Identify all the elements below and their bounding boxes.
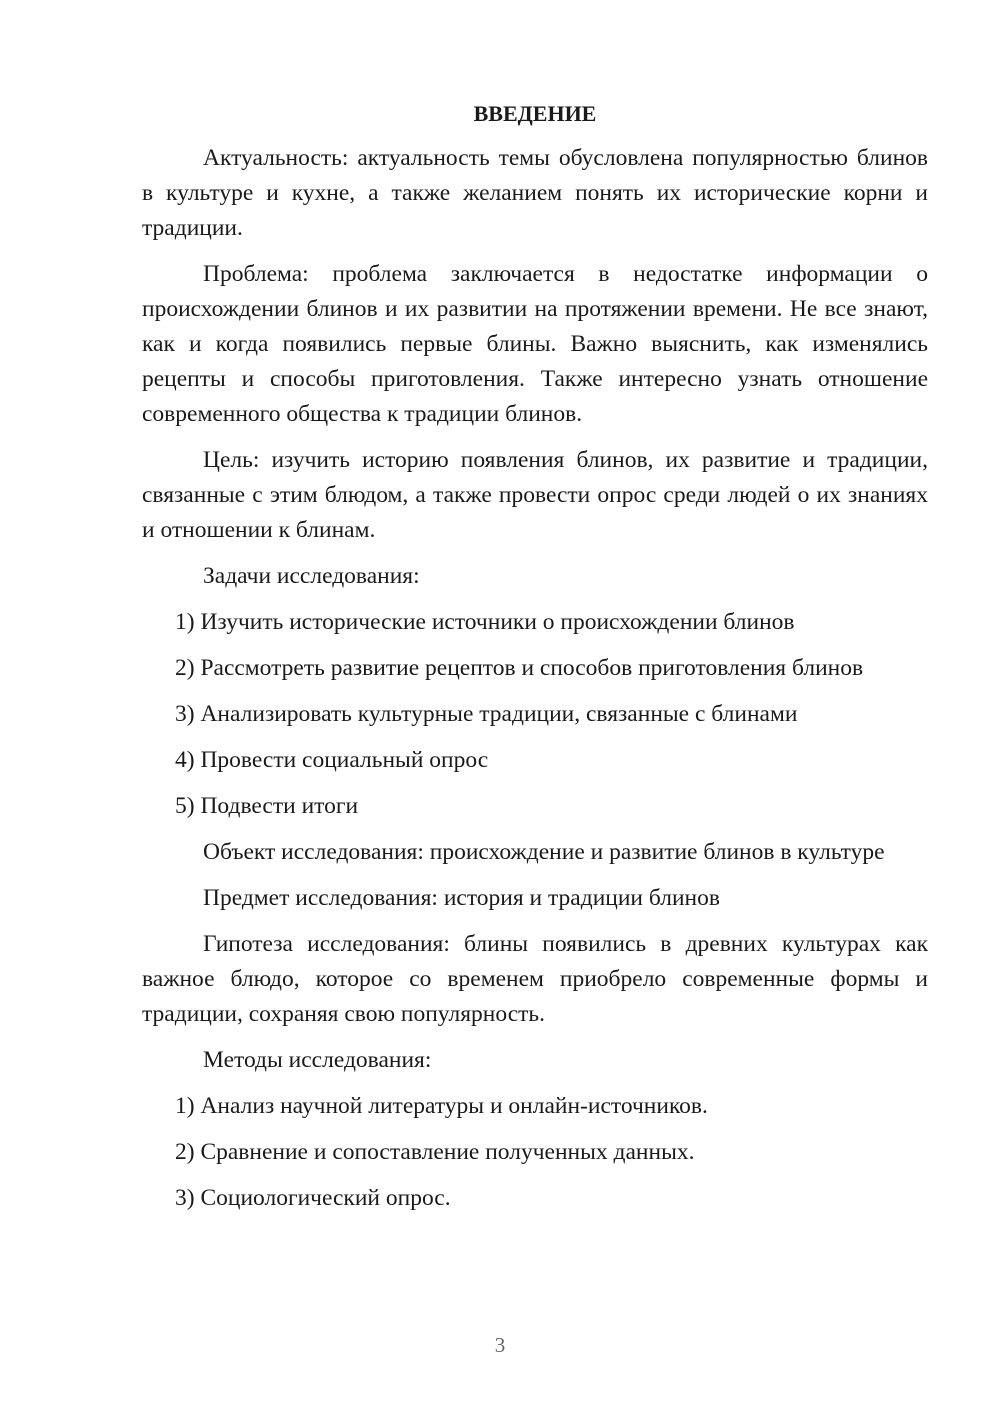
methods-heading: Методы исследования: (203, 1047, 432, 1073)
method-item: 2) Сравнение и сопоставление полученных данных. (175, 1139, 695, 1165)
page-number: 3 (494, 1333, 506, 1357)
method-item: 1) Анализ научной литературы и онлайн-источников. (175, 1093, 708, 1119)
task-item: 5) Подвести итоги (175, 793, 359, 819)
tasks-heading: Задачи исследования: (203, 563, 420, 589)
hypothesis-paragraph: Гипотеза исследования: блины появились в древних культурах как важное блюдо, которое со временем приобрело современные формы и традиции, сохраняя свою популярность. (142, 931, 928, 1027)
problem-paragraph: Проблема: проблема заключается в недостатке информации о происхождении блинов и их развитии на протяжении времени. Не все знают, как и когда появились первые блины. Важно выяснить, как изменялись рецепты и способы приготовления. Также интересно узнать отношение современного общества к традиции блинов. (142, 261, 928, 427)
task-item: 2) Рассмотреть развитие рецептов и способов приготовления блинов (175, 655, 864, 681)
method-item: 3) Социологический опрос. (175, 1185, 451, 1211)
section-title: ВВЕДЕНИЕ (473, 101, 597, 126)
goal-paragraph: Цель: изучить историю появления блинов, их развитие и традиции, связанные с этим блюдом, а также провести опрос среди людей о их знаниях и отношении к блинам. (142, 447, 928, 543)
subject-line: Предмет исследования: история и традиции блинов (203, 885, 720, 911)
task-item: 3) Анализировать культурные традиции, связанные с блинами (175, 701, 798, 727)
document-page (142, 96, 928, 1227)
relevance-paragraph: Актуальность: актуальность темы обусловлена популярностью блинов в культуре и кухне, а также желанием понять их исторические корни и традиции. (142, 145, 928, 241)
task-item: 1) Изучить исторические источники о происхождении блинов (175, 609, 795, 635)
object-line: Объект исследования: происхождение и развитие блинов в культуре (203, 839, 885, 865)
task-item: 4) Провести социальный опрос (175, 747, 489, 773)
